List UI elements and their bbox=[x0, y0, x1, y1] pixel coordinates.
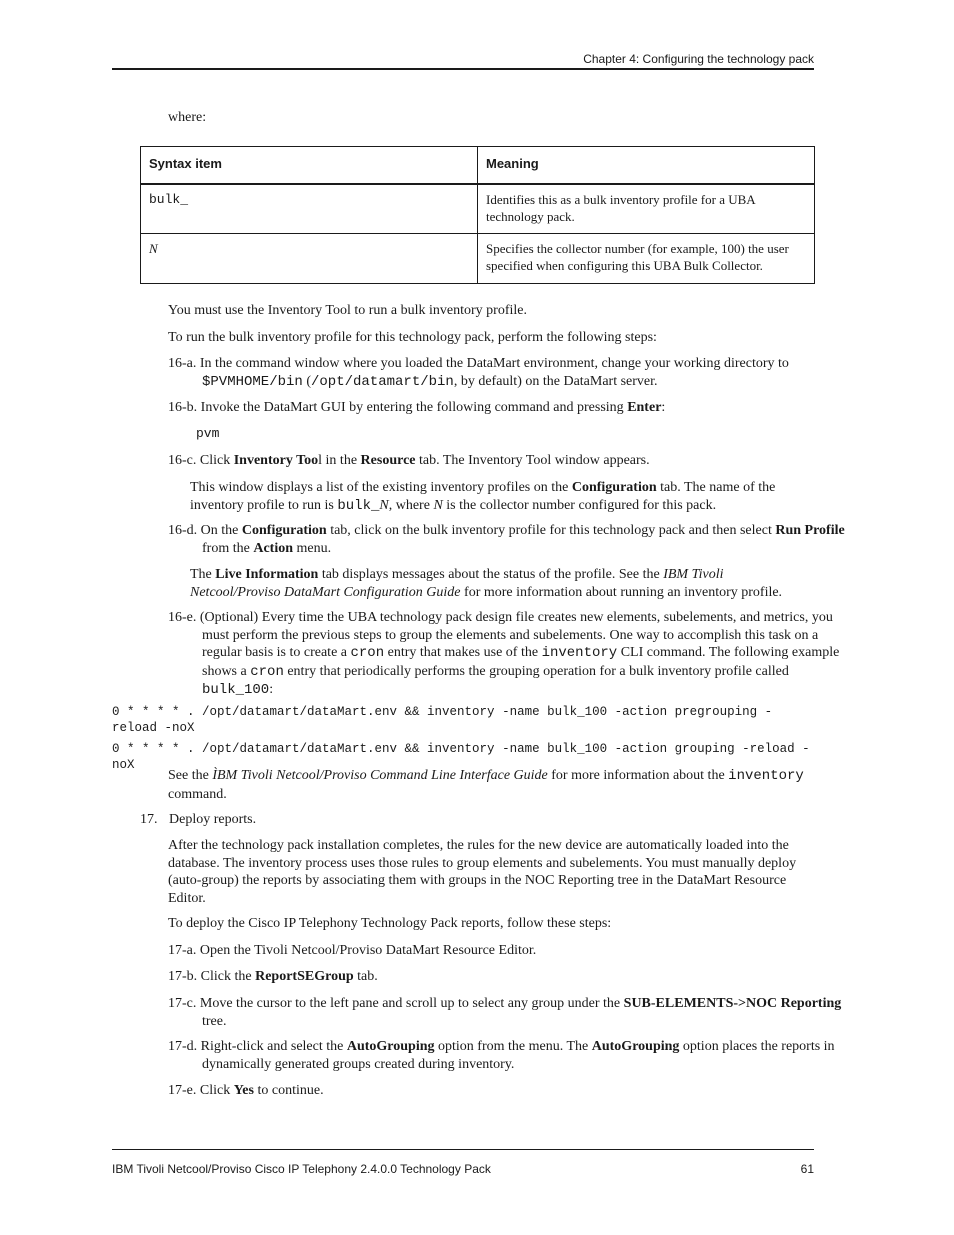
text: This window displays a list of the existing inventory profiles on the bbox=[190, 480, 572, 495]
step-16a bbox=[168, 355, 848, 391]
step-number: 17-e. bbox=[168, 1083, 197, 1098]
step-17b bbox=[168, 968, 848, 986]
syntax-item-cell: N bbox=[141, 234, 478, 284]
paragraph-16c bbox=[190, 479, 814, 515]
code: inventory bbox=[541, 645, 618, 661]
step-number: 17-b. bbox=[168, 969, 198, 984]
text: tab. The Inventory Tool window appears. bbox=[415, 453, 650, 468]
text: entry that makes use of the bbox=[384, 645, 542, 660]
bold-text: Inventory Too bbox=[233, 453, 319, 468]
text: l in the bbox=[318, 453, 361, 468]
step-number: 17-a. bbox=[168, 943, 197, 958]
paragraph: You must use the Inventory Tool to run a bulk inventory profile. bbox=[168, 303, 527, 318]
step-17c bbox=[168, 995, 848, 1030]
text: option from the menu. The bbox=[434, 1039, 592, 1054]
footer-title: IBM Tivoli Netcool/Proviso Cisco IP Telephony 2.4.0.0 Technology Pack bbox=[112, 1162, 491, 1176]
step-number: 17-c. bbox=[168, 996, 197, 1011]
see-also-paragraph bbox=[168, 767, 814, 803]
bold-text: Enter bbox=[627, 400, 662, 415]
step-16b bbox=[168, 399, 848, 417]
text: See the bbox=[168, 768, 213, 783]
text: : bbox=[661, 400, 666, 415]
text: Invoke the DataMart GUI by entering the following command and pressing bbox=[200, 400, 628, 415]
paragraph: After the technology pack installation completes, the rules for the new device are automatically loaded into the database. The inventory process uses those rules to group elements and subelements. You must manually deploy (auto-group) the reports by associating them with groups in the NOC Reporting tree in the DataMart Resource Editor. bbox=[168, 838, 797, 906]
bold-text: Action bbox=[253, 540, 293, 556]
code: $PVMHOME/bin bbox=[202, 373, 303, 390]
step-17 bbox=[140, 811, 256, 829]
bold-text: Resource bbox=[360, 453, 416, 468]
footer-rule bbox=[112, 1149, 814, 1150]
text: from the bbox=[202, 540, 254, 556]
step-16e bbox=[168, 609, 848, 700]
text: ( bbox=[302, 373, 311, 389]
italic-text: N bbox=[379, 497, 389, 513]
italic-text: ÌBM Tivoli Netcool/Proviso Command Line Interface Guide bbox=[212, 768, 548, 783]
text: tab. bbox=[353, 969, 378, 984]
bold-text: Run Profile bbox=[775, 523, 845, 538]
text: menu. bbox=[293, 540, 332, 556]
step-number: 17-d. bbox=[168, 1039, 198, 1054]
text: The bbox=[190, 567, 216, 582]
step-17a bbox=[168, 942, 848, 960]
text: On the bbox=[200, 523, 242, 538]
bold-text: Yes bbox=[233, 1083, 254, 1098]
step-number: 16-b. bbox=[168, 400, 198, 415]
table-header-syntax: Syntax item bbox=[141, 147, 478, 184]
table-row bbox=[141, 184, 815, 234]
text: to continue. bbox=[253, 1083, 324, 1098]
text: is the collector number configured for this pack. bbox=[442, 497, 717, 513]
code: bulk_ bbox=[337, 497, 380, 514]
page-number: 61 bbox=[800, 1162, 814, 1176]
text: Click the bbox=[200, 969, 256, 984]
paragraph-16d bbox=[190, 566, 814, 601]
step-17d bbox=[168, 1038, 848, 1073]
step-number: 17. bbox=[140, 812, 158, 827]
text: , where bbox=[388, 497, 434, 513]
bold-text: Configuration bbox=[571, 480, 657, 495]
bold-text: Live Information bbox=[215, 567, 319, 582]
text: tab, click on the bulk inventory profile for this technology pack and then select bbox=[326, 523, 776, 538]
bold-text: SUB-ELEMENTS->NOC Reporting bbox=[623, 996, 842, 1011]
text: Open the Tivoli Netcool/Proviso DataMart Resource Editor. bbox=[199, 943, 537, 958]
text: entry that periodically performs the grouping operation for a bulk inventory profile called bbox=[283, 663, 789, 679]
code: cron bbox=[350, 645, 385, 661]
step-16d bbox=[168, 522, 848, 557]
paragraph: To run the bulk inventory profile for this technology pack, perform the following steps: bbox=[168, 330, 657, 345]
italic-text: N bbox=[433, 497, 443, 513]
table-header-meaning: Meaning bbox=[478, 147, 815, 184]
text: command. bbox=[168, 786, 227, 802]
command-pvm: pvm bbox=[196, 426, 220, 441]
paragraph: To deploy the Cisco IP Telephony Technology Pack reports, follow these steps: bbox=[168, 916, 612, 931]
text: option places the reports in dynamically generated groups created during inventory. bbox=[202, 1039, 835, 1072]
syntax-table bbox=[140, 146, 815, 284]
code: bulk_100 bbox=[202, 682, 270, 698]
bold-text: Configuration bbox=[241, 523, 327, 538]
text: Click bbox=[199, 453, 234, 468]
table-row bbox=[141, 234, 815, 284]
bold-text: AutoGrouping bbox=[346, 1039, 435, 1054]
meaning-cell: Identifies this as a bulk inventory profile for a UBA technology pack. bbox=[478, 184, 815, 234]
step-number: 16-c. bbox=[168, 453, 197, 468]
text: for more information about running an inventory profile. bbox=[460, 584, 783, 600]
italic-text: IBM Tivoli Netcool/Proviso DataMart Configuration Guide bbox=[190, 567, 724, 600]
header-rule bbox=[112, 68, 814, 70]
code: cron bbox=[250, 663, 284, 680]
table-header-row bbox=[141, 147, 815, 184]
text: tree. bbox=[202, 1013, 227, 1029]
cli-example-pregrouping: 0 * * * * . /opt/datamart/dataMart.env && inventory -name bulk_100 -action pregrouping -reload -noX bbox=[112, 705, 773, 735]
cli-example-grouping: 0 * * * * . /opt/datamart/dataMart.env && inventory -name bulk_100 -action grouping -reload -noX bbox=[112, 742, 810, 772]
step-number: 16-a. bbox=[168, 356, 197, 371]
text: , by default) on the DataMart server. bbox=[453, 373, 658, 389]
running-header: Chapter 4: Configuring the technology pack bbox=[583, 52, 814, 66]
text: CLI command. The following example shows a bbox=[202, 645, 840, 679]
code: /opt/datamart/bin bbox=[311, 373, 454, 390]
step-17e bbox=[168, 1082, 848, 1100]
code: inventory bbox=[728, 768, 804, 784]
text: : bbox=[269, 682, 274, 697]
text: tab. The name of the inventory profile to run is bbox=[190, 480, 776, 513]
text: Move the cursor to the left pane and scroll up to select any group under the bbox=[199, 996, 624, 1011]
step-16c bbox=[168, 452, 848, 470]
where-label: where: bbox=[168, 110, 207, 125]
text: In the command window where you loaded the DataMart environment, change your working directory to bbox=[199, 356, 789, 371]
text: tab displays messages about the status of the profile. See the bbox=[318, 567, 664, 582]
text: Click bbox=[199, 1083, 234, 1098]
text: for more information about the bbox=[547, 768, 729, 783]
meaning-cell: Specifies the collector number (for example, 100) the user specified when configuring this UBA Bulk Collector. bbox=[478, 234, 815, 284]
text: Right-click and select the bbox=[200, 1039, 347, 1054]
syntax-item-cell: bulk_ bbox=[141, 184, 478, 234]
step-number: 16-d. bbox=[168, 523, 198, 538]
bold-text: ReportSEGroup bbox=[255, 969, 354, 984]
text: Deploy reports. bbox=[169, 812, 257, 827]
text: (Optional) Every time the UBA technology pack design file creates new elements, subelements, and metrics, you must perform the previous steps to group the elements and subelements. One way to accomplish this task on a regular basis is to create a bbox=[199, 610, 833, 660]
step-number: 16-e. bbox=[168, 610, 197, 625]
bold-text: AutoGrouping bbox=[591, 1039, 680, 1054]
